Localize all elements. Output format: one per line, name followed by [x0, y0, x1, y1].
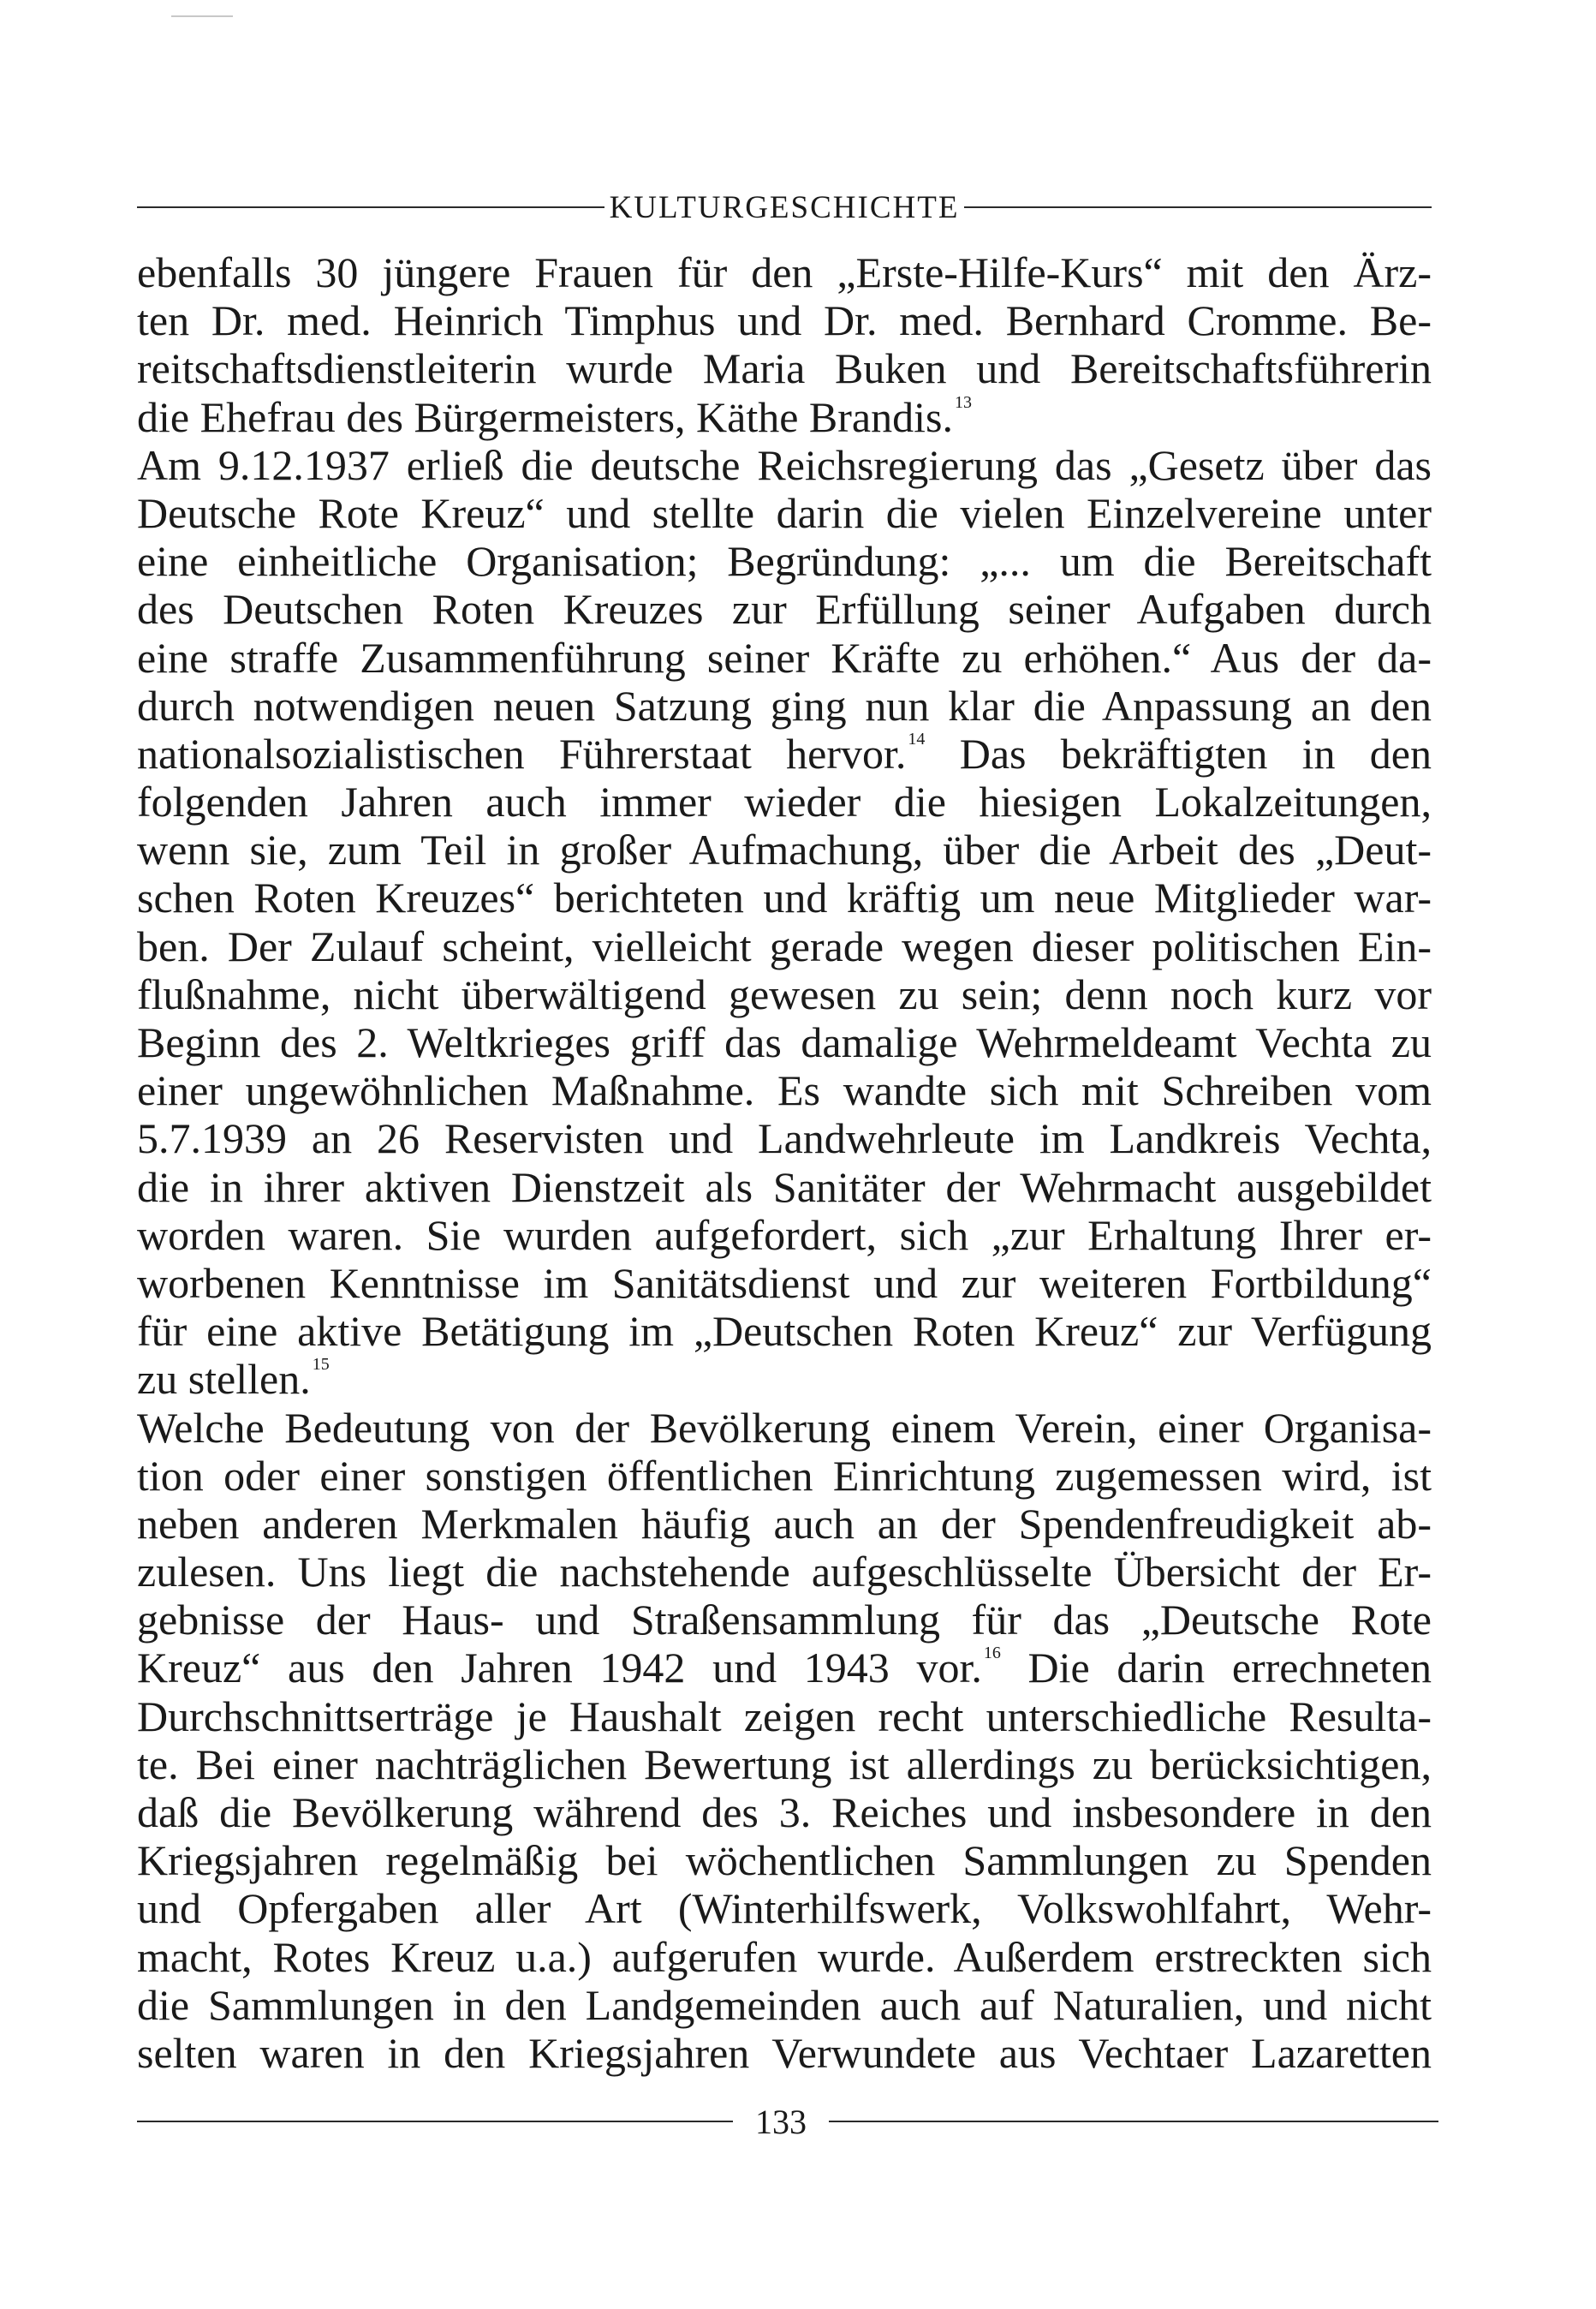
text-line — [137, 1355, 1432, 1403]
paragraph — [137, 441, 1432, 1404]
page-number: 133 — [755, 2102, 807, 2141]
text-line: ebenfalls 30 jüngere Frauen für den „Erste-Hilfe-Kurs“ mit den Ärz- — [137, 248, 1432, 296]
footnote-mark: 13 — [954, 392, 972, 412]
footnote-mark: 14 — [908, 729, 926, 749]
text-line: und Opfergaben aller Art (Winterhilfswerk, Volkswohlfahrt, Wehr- — [137, 1884, 1432, 1933]
text-line: ben. Der Zulauf scheint, vielleicht gerade wegen dieser politischen Ein- — [137, 922, 1432, 970]
text-line-content: nationalsozialistischen Führerstaat hervor. — [137, 729, 907, 778]
text-line: einer ungewöhnlichen Maßnahme. Es wandte sich mit Schreiben vom — [137, 1066, 1432, 1115]
scan-edge-mark — [171, 15, 233, 17]
footer-rule-right — [829, 2121, 1438, 2122]
text-line: 5.7.1939 an 26 Reservisten und Landwehrleute im Landkreis Vechta, — [137, 1114, 1432, 1163]
header-rule-right — [964, 206, 1432, 208]
text-line: neben anderen Merkmalen häufig auch an der Spendenfreudigkeit ab- — [137, 1499, 1432, 1548]
text-line — [137, 730, 1432, 778]
text-line: schen Roten Kreuzes“ berichteten und kräftig um neue Mitglieder war- — [137, 874, 1432, 922]
text-line: Am 9.12.1937 erließ die deutsche Reichsregierung das „Gesetz über das — [137, 440, 1432, 489]
body-text — [137, 248, 1432, 2098]
text-line: des Deutschen Roten Kreuzes zur Erfüllung seiner Aufgaben durch — [137, 585, 1432, 634]
text-line: durch notwendigen neuen Satzung ging nun klar die Anpassung an den — [137, 681, 1432, 730]
text-line: Deutsche Rote Kreuz“ und stellte darin die vielen Einzelvereine unter — [137, 488, 1432, 537]
text-line-content: zu stellen. — [137, 1355, 311, 1404]
text-line: tion oder einer sonstigen öffentlichen Einrichtung zugemessen wird, ist — [137, 1451, 1432, 1500]
text-line: die in ihrer aktiven Dienstzeit als Sanitäter der Wehrmacht ausgebildet — [137, 1162, 1432, 1211]
text-line: die Sammlungen in den Landgemeinden auch auf Naturalien, und nicht — [137, 1980, 1432, 2029]
text-line: Durchschnittserträge je Haushalt zeigen recht unterschiedliche Resulta- — [137, 1691, 1432, 1740]
footer-rule-left — [137, 2121, 733, 2122]
text-line — [137, 393, 1432, 441]
text-line: ten Dr. med. Heinrich Timphus und Dr. med. Bernhard Cromme. Be- — [137, 296, 1432, 345]
paragraph — [137, 248, 1432, 441]
text-line: gebnisse der Haus- und Straßensammlung für das „Deutsche Rote — [137, 1596, 1432, 1644]
text-line: wenn sie, zum Teil in großer Aufmachung, über die Arbeit des „Deut- — [137, 826, 1432, 874]
footnote-mark: 15 — [312, 1355, 330, 1375]
paragraph — [137, 1404, 1432, 2078]
text-line: macht, Rotes Kreuz u.a.) aufgerufen wurde. Außerdem erstreckten sich — [137, 1932, 1432, 1981]
text-line: flußnahme, nicht überwältigend gewesen zu sein; denn noch kurz vor — [137, 970, 1432, 1018]
text-line — [137, 1644, 1432, 1691]
text-line: folgenden Jahren auch immer wieder die hiesigen Lokalzeitungen, — [137, 778, 1432, 826]
text-line: worbenen Kenntnisse im Sanitätsdienst und zur weiteren Fortbildung“ — [137, 1258, 1432, 1307]
text-line: worden waren. Sie wurden aufgefordert, sich „zur Erhaltung Ihrer er- — [137, 1210, 1432, 1259]
text-line: selten waren in den Kriegsjahren Verwundete aus Vechtaer Lazaretten — [137, 2028, 1432, 2077]
text-line: te. Bei einer nachträglichen Bewertung ist allerdings zu berücksichtigen, — [137, 1739, 1432, 1788]
footnote-mark: 16 — [983, 1644, 1001, 1663]
text-line: daß die Bevölkerung während des 3. Reiches und insbesondere in den — [137, 1788, 1432, 1836]
text-line-content: Das bekräftigten in den — [925, 729, 1432, 778]
text-line-content: Kreuz“ aus den Jahren 1942 und 1943 vor. — [137, 1644, 982, 1692]
text-line: Kriegsjahren regelmäßig bei wöchentlichen Sammlungen zu Spenden — [137, 1836, 1432, 1885]
running-header — [137, 182, 1432, 233]
text-line: für eine aktive Betätigung im „Deutschen Roten Kreuz“ zur Verfügung — [137, 1307, 1432, 1356]
text-line: zulesen. Uns liegt die nachstehende aufgeschlüsselte Übersicht der Er- — [137, 1548, 1432, 1596]
text-line: eine einheitliche Organisation; Begründung: „... um die Bereitschaft — [137, 537, 1432, 586]
text-line-content: die Ehefrau des Bürgermeisters, Käthe Brandis. — [137, 392, 953, 441]
page-footer — [137, 2091, 1438, 2151]
text-line: Beginn des 2. Weltkrieges griff das damalige Wehrmeldeamt Vechta zu — [137, 1018, 1432, 1066]
text-line: Welche Bedeutung von der Bevölkerung einem Verein, einer Organisa- — [137, 1403, 1432, 1452]
section-title: KULTURGESCHICHTE — [609, 189, 960, 225]
header-rule-left — [137, 206, 604, 208]
text-line: eine straffe Zusammenführung seiner Kräfte zu erhöhen.“ Aus der da- — [137, 633, 1432, 682]
text-line-content: Die darin errechneten — [1000, 1644, 1432, 1692]
text-line: reitschaftsdienstleiterin wurde Maria Buken und Bereitschaftsführerin — [137, 344, 1432, 393]
